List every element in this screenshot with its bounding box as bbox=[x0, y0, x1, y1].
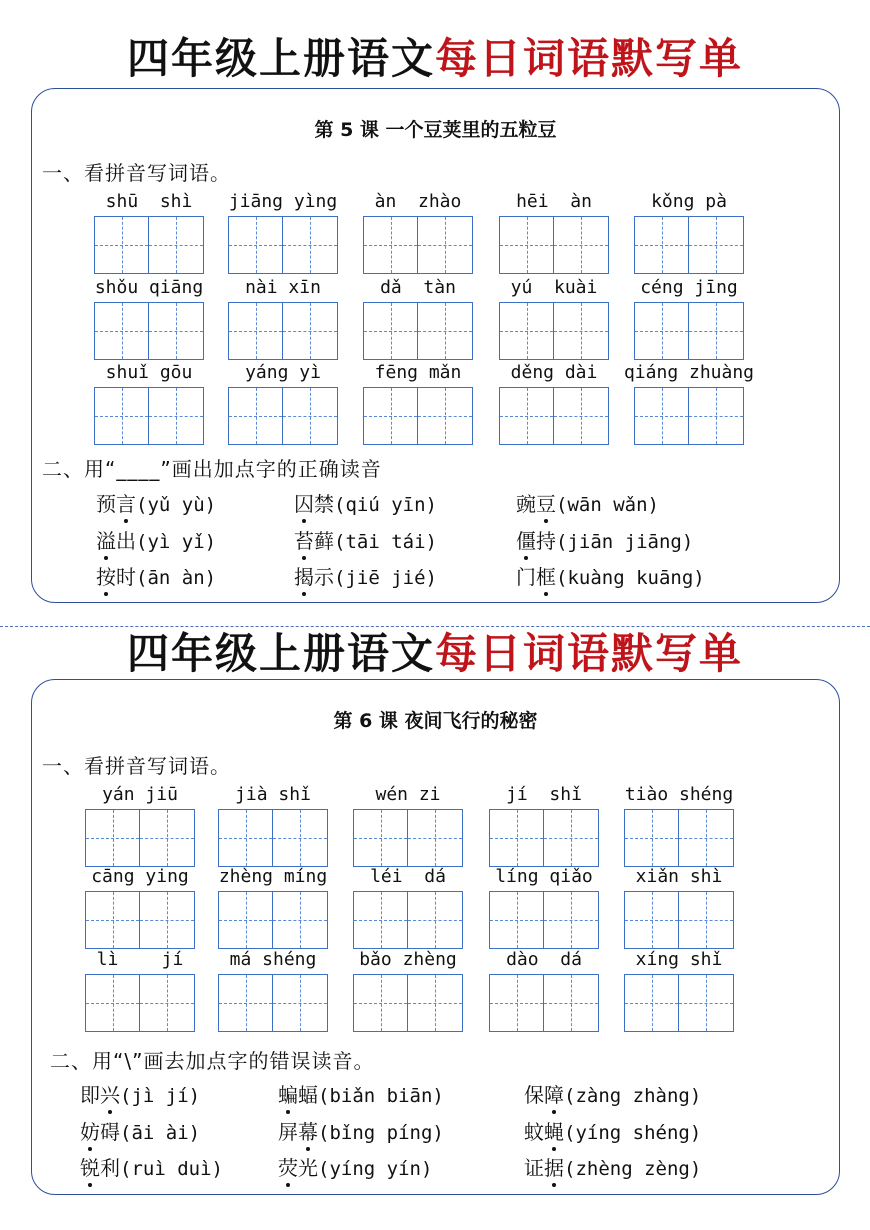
dotted-char: 溢 bbox=[96, 529, 116, 553]
plain-char: 时 bbox=[116, 565, 136, 589]
character-boxes[interactable] bbox=[499, 302, 609, 360]
pinyin-label: dǎ tàn bbox=[380, 277, 456, 298]
title-part-black: 四年级上册语文 bbox=[126, 34, 435, 83]
worksheet-card bbox=[31, 679, 840, 1195]
pinyin-label: cāng ying bbox=[91, 866, 189, 887]
character-boxes[interactable] bbox=[353, 809, 463, 867]
dotted-char: 囚 bbox=[294, 492, 314, 516]
dotted-char: 僵 bbox=[516, 529, 536, 553]
pinyin-options: (tāi tái) bbox=[334, 531, 437, 553]
pronunciation-item[interactable] bbox=[294, 488, 437, 517]
plain-char: 预 bbox=[96, 492, 116, 516]
character-boxes[interactable] bbox=[624, 891, 734, 949]
dotted-char: 据 bbox=[544, 1156, 564, 1180]
pinyin-options: (yíng shéng) bbox=[564, 1122, 702, 1144]
dotted-char: 锐 bbox=[80, 1156, 100, 1180]
plain-char: 蝠 bbox=[298, 1083, 318, 1107]
pinyin-label: qiáng zhuàng bbox=[623, 362, 755, 383]
lesson-title: 第 6 课 夜间飞行的秘密 bbox=[333, 710, 538, 732]
character-boxes[interactable] bbox=[634, 387, 744, 445]
pinyin-options: (bǐng píng) bbox=[318, 1122, 444, 1144]
pinyin-options: (qiú yīn) bbox=[334, 494, 437, 516]
pinyin-label: shuǐ gōu bbox=[105, 362, 193, 383]
worksheet-card bbox=[31, 88, 840, 603]
title-part-red: 每日词语默写单 bbox=[435, 629, 744, 678]
pinyin-label: hēi àn bbox=[516, 191, 592, 212]
character-boxes[interactable] bbox=[499, 216, 609, 274]
dotted-char: 揭 bbox=[294, 565, 314, 589]
character-boxes[interactable] bbox=[363, 302, 473, 360]
section-heading: 一、看拼音写词语。 bbox=[42, 161, 231, 185]
plain-char: 门 bbox=[516, 565, 536, 589]
pinyin-label: jí shǐ bbox=[506, 784, 582, 805]
pinyin-label: nài xīn bbox=[245, 277, 321, 298]
pinyin-label: lì jí bbox=[96, 949, 184, 970]
dotted-char: 框 bbox=[536, 565, 556, 589]
character-boxes[interactable] bbox=[489, 891, 599, 949]
pinyin-label: děng dài bbox=[510, 362, 598, 383]
pronunciation-item[interactable] bbox=[516, 561, 705, 590]
character-boxes[interactable] bbox=[634, 302, 744, 360]
lesson-title: 第 5 课 一个豆荚里的五粒豆 bbox=[314, 119, 557, 141]
character-boxes[interactable] bbox=[353, 891, 463, 949]
character-boxes[interactable] bbox=[218, 891, 328, 949]
plain-char: 示 bbox=[314, 565, 334, 589]
pronunciation-item[interactable] bbox=[294, 525, 437, 554]
plain-char: 利 bbox=[100, 1156, 120, 1180]
pronunciation-item[interactable] bbox=[524, 1152, 701, 1181]
pinyin-options: (yì yǐ) bbox=[136, 531, 217, 553]
plain-char: 保 bbox=[524, 1083, 544, 1107]
section-heading: 一、看拼音写词语。 bbox=[42, 754, 231, 778]
pinyin-label: xiǎn shì bbox=[635, 866, 723, 887]
character-boxes[interactable] bbox=[363, 216, 473, 274]
pronunciation-item[interactable] bbox=[516, 525, 693, 554]
character-boxes[interactable] bbox=[624, 809, 734, 867]
title-part-red: 每日词语默写单 bbox=[435, 34, 744, 83]
pinyin-label: zhèng míng bbox=[218, 866, 328, 887]
character-boxes[interactable] bbox=[489, 974, 599, 1032]
pinyin-options: (kuàng kuāng) bbox=[556, 567, 705, 589]
pronunciation-item[interactable] bbox=[96, 561, 216, 590]
plain-char: 屏 bbox=[278, 1120, 298, 1144]
pronunciation-item[interactable] bbox=[80, 1152, 223, 1181]
character-boxes[interactable] bbox=[624, 974, 734, 1032]
pinyin-label: kǒng pà bbox=[651, 191, 727, 212]
pinyin-label: yáng yì bbox=[245, 362, 321, 383]
pinyin-label: xíng shǐ bbox=[635, 949, 723, 970]
pronunciation-item[interactable] bbox=[96, 525, 216, 554]
pinyin-options: (biǎn biān) bbox=[318, 1085, 444, 1107]
pronunciation-item[interactable] bbox=[80, 1079, 200, 1108]
character-boxes[interactable] bbox=[85, 891, 195, 949]
plain-char: 豌 bbox=[516, 492, 536, 516]
dotted-char: 兴 bbox=[100, 1083, 120, 1107]
dotted-char: 言 bbox=[116, 492, 136, 516]
pronunciation-item[interactable] bbox=[278, 1116, 444, 1145]
pinyin-label: jià shǐ bbox=[235, 784, 311, 805]
pinyin-options: (zàng zhàng) bbox=[564, 1085, 702, 1107]
pinyin-label: yán jiū bbox=[102, 784, 178, 805]
pronunciation-item[interactable] bbox=[294, 561, 437, 590]
plain-char: 出 bbox=[116, 529, 136, 553]
pinyin-label: yú kuài bbox=[510, 277, 598, 298]
plain-char: 持 bbox=[536, 529, 556, 553]
pinyin-options: (āi ài) bbox=[120, 1122, 201, 1144]
pinyin-options: (zhèng zèng) bbox=[564, 1158, 702, 1180]
character-boxes[interactable] bbox=[218, 809, 328, 867]
character-boxes[interactable] bbox=[85, 974, 195, 1032]
section-heading: 二、用“\”画去加点字的错误读音。 bbox=[50, 1049, 375, 1073]
character-boxes[interactable] bbox=[85, 809, 195, 867]
pinyin-options: (yǔ yù) bbox=[136, 494, 217, 516]
dotted-char: 幕 bbox=[298, 1120, 318, 1144]
plain-char: 蚊 bbox=[524, 1120, 544, 1144]
plain-char: 藓 bbox=[314, 529, 334, 553]
character-boxes[interactable] bbox=[218, 974, 328, 1032]
pinyin-options: (jì jí) bbox=[120, 1085, 201, 1107]
sheet-title bbox=[0, 33, 870, 85]
dotted-char: 苔 bbox=[294, 529, 314, 553]
pronunciation-item[interactable] bbox=[80, 1116, 200, 1145]
pinyin-options: (jiān jiāng) bbox=[556, 531, 694, 553]
pronunciation-item[interactable] bbox=[96, 488, 216, 517]
pinyin-label: dào dá bbox=[506, 949, 582, 970]
dotted-char: 按 bbox=[96, 565, 116, 589]
section-heading: 二、用“____”画出加点字的正确读音 bbox=[42, 457, 382, 481]
pinyin-options: (ān àn) bbox=[136, 567, 217, 589]
pinyin-options: (yíng yín) bbox=[318, 1158, 433, 1180]
dotted-char: 妨 bbox=[80, 1120, 100, 1144]
plain-char: 禁 bbox=[314, 492, 334, 516]
dotted-char: 障 bbox=[544, 1083, 564, 1107]
pronunciation-item[interactable] bbox=[524, 1116, 701, 1145]
pinyin-label: àn zhào bbox=[374, 191, 462, 212]
pronunciation-item[interactable] bbox=[278, 1152, 432, 1181]
pinyin-options: (wān wǎn) bbox=[556, 494, 659, 516]
character-boxes[interactable] bbox=[489, 809, 599, 867]
dotted-char: 豆 bbox=[536, 492, 556, 516]
plain-char: 证 bbox=[524, 1156, 544, 1180]
character-boxes[interactable] bbox=[94, 216, 204, 274]
character-boxes[interactable] bbox=[353, 974, 463, 1032]
character-boxes[interactable] bbox=[94, 302, 204, 360]
pinyin-label: shǒu qiāng bbox=[94, 277, 204, 298]
dotted-char: 蝇 bbox=[544, 1120, 564, 1144]
pinyin-label: bǎo zhèng bbox=[359, 949, 457, 970]
character-boxes[interactable] bbox=[634, 216, 744, 274]
pinyin-label: má shéng bbox=[229, 949, 317, 970]
pinyin-label: tiào shéng bbox=[624, 784, 734, 805]
character-boxes[interactable] bbox=[228, 216, 338, 274]
dotted-char: 荧 bbox=[278, 1156, 298, 1180]
pronunciation-item[interactable] bbox=[278, 1079, 444, 1108]
plain-char: 碍 bbox=[100, 1120, 120, 1144]
pinyin-label: líng qiǎo bbox=[495, 866, 593, 887]
character-boxes[interactable] bbox=[228, 302, 338, 360]
sheet-title bbox=[0, 628, 870, 680]
pinyin-label: céng jīng bbox=[640, 277, 738, 298]
character-boxes[interactable] bbox=[363, 387, 473, 445]
plain-char: 即 bbox=[80, 1083, 100, 1107]
pinyin-options: (jiē jié) bbox=[334, 567, 437, 589]
cut-line-divider bbox=[0, 626, 870, 627]
plain-char: 光 bbox=[298, 1156, 318, 1180]
dotted-char: 蝙 bbox=[278, 1083, 298, 1107]
pinyin-label: wén zi bbox=[375, 784, 441, 805]
pronunciation-item[interactable] bbox=[516, 488, 659, 517]
pinyin-label: jiāng yìng bbox=[228, 191, 338, 212]
pinyin-label: shū shì bbox=[105, 191, 193, 212]
pinyin-label: fēng mǎn bbox=[374, 362, 462, 383]
character-boxes[interactable] bbox=[228, 387, 338, 445]
title-part-black: 四年级上册语文 bbox=[126, 629, 435, 678]
character-boxes[interactable] bbox=[94, 387, 204, 445]
pinyin-label: léi dá bbox=[370, 866, 446, 887]
pronunciation-item[interactable] bbox=[524, 1079, 701, 1108]
character-boxes[interactable] bbox=[499, 387, 609, 445]
pinyin-options: (ruì duì) bbox=[120, 1158, 223, 1180]
